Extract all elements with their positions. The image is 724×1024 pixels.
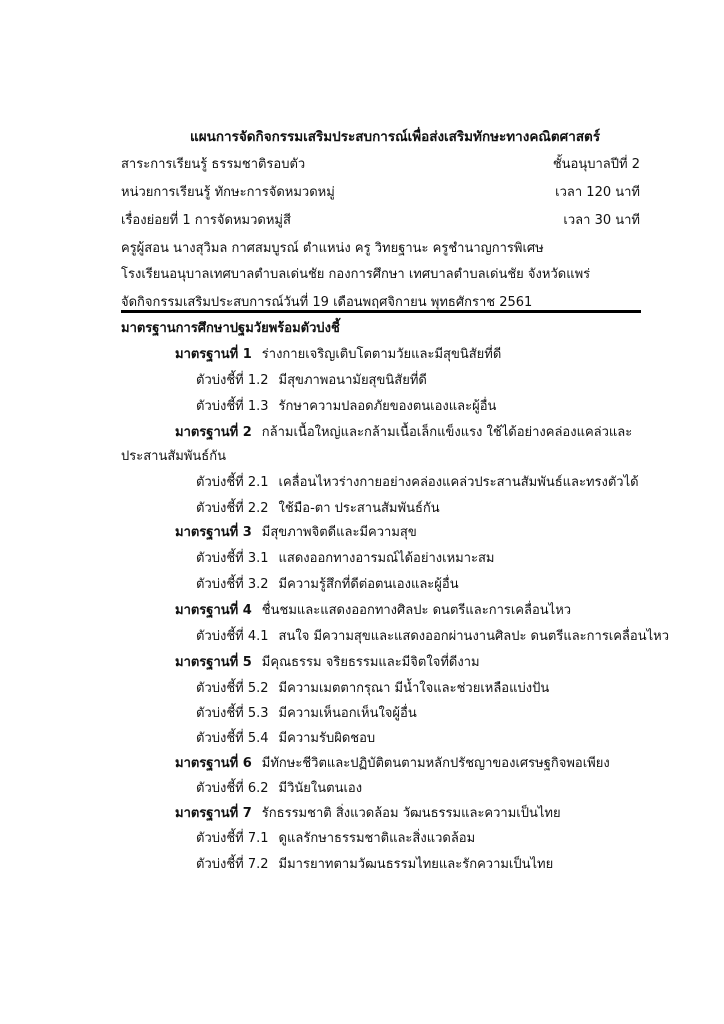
- indicator-item: [196, 628, 669, 646]
- standard-text-continuation: ประสานสัมพันธ์กัน: [121, 449, 226, 464]
- standard-text: ร่างกายเจริญเติบโตตามวัยและมีสุขนิสัยที่ดี: [261, 347, 502, 362]
- indicator-label: ตัวบ่งชี้ที่ 6.2: [196, 781, 269, 796]
- indicator-item: [196, 576, 459, 594]
- indicator-label: ตัวบ่งชี้ที่ 5.4: [196, 731, 269, 746]
- standard-text: กล้ามเนื้อใหญ่และกล้ามเนื้อเล็กแข็งแรง ใช้ได้อย่างคล่องแคล่วและ: [261, 425, 633, 440]
- indicator-label: ตัวบ่งชี้ที่ 2.1: [196, 475, 269, 490]
- standard-text: รักธรรมชาติ สิ่งแวดล้อม วัฒนธรรมและความเป็นไทย: [261, 806, 561, 821]
- indicator-item: [196, 398, 496, 416]
- indicator-item: [196, 705, 417, 723]
- standard-item: [175, 346, 501, 364]
- standard-label: มาตรฐานที่ 4: [175, 603, 252, 618]
- standard-text: มีคุณธรรม จริยธรรมและมีจิตใจที่ดีงาม: [261, 655, 480, 670]
- topic-duration: เวลา 30 นาที: [563, 213, 640, 228]
- indicator-label: ตัวบ่งชี้ที่ 1.3: [196, 399, 269, 414]
- indicator-item: [196, 680, 549, 698]
- indicator-item: [196, 780, 362, 798]
- indicator-item: [196, 500, 440, 518]
- indicator-item: [196, 474, 639, 492]
- topic-line: เรื่องย่อยที่ 1 การจัดหมวดหมู่สี: [121, 213, 291, 228]
- standard-text: มีทักษะชีวิตและปฏิบัติตนตามหลักปรัชญาของเศรษฐกิจพอเพียง: [261, 756, 610, 771]
- standard-item: [175, 424, 632, 442]
- indicator-text: สนใจ มีความสุขและแสดงออกผ่านงานศิลปะ ดนตรีและการเคลื่อนไหว: [278, 629, 670, 644]
- indicator-item: [196, 856, 553, 874]
- page-title: แผนการจัดกิจกรรมเสริมประสบการณ์เพื่อส่งเสริมทักษะทางคณิตศาสตร์: [190, 129, 601, 145]
- indicator-label: ตัวบ่งชี้ที่ 2.2: [196, 501, 269, 516]
- standard-item: [175, 602, 571, 620]
- standard-label: มาตรฐานที่ 1: [175, 347, 252, 362]
- indicator-text: รักษาความปลอดภัยของตนเองและผู้อื่น: [278, 399, 497, 414]
- standard-text: ชื่นชมและแสดงออกทางศิลปะ ดนตรีและการเคลื่อนไหว: [261, 603, 572, 618]
- indicator-item: [196, 730, 375, 748]
- grade-level: ชั้นอนุบาลปีที่ 2: [552, 157, 640, 172]
- indicator-label: ตัวบ่งชี้ที่ 3.1: [196, 551, 269, 566]
- standard-label: มาตรฐานที่ 3: [175, 525, 252, 540]
- indicator-text: เคลื่อนไหวร่างกายอย่างคล่องแคล่วประสานสัมพันธ์และทรงตัวได้: [278, 475, 639, 490]
- indicator-label: ตัวบ่งชี้ที่ 5.2: [196, 681, 269, 696]
- indicator-label: ตัวบ่งชี้ที่ 7.1: [196, 831, 269, 846]
- indicator-text: มีความเห็นอกเห็นใจผู้อื่น: [278, 706, 417, 721]
- indicator-label: ตัวบ่งชี้ที่ 7.2: [196, 857, 269, 872]
- indicator-text: แสดงออกทางอารมณ์ได้อย่างเหมาะสม: [278, 551, 495, 566]
- standard-item: [175, 755, 610, 773]
- divider: [121, 310, 641, 313]
- section-title: มาตรฐานการศึกษาปฐมวัยพร้อมตัวบ่งชี้: [121, 321, 340, 336]
- school-line: โรงเรียนอนุบาลเทศบาลตำบลเด่นชัย กองการศึกษา เทศบาลตำบลเด่นชัย จังหวัดแพร่: [121, 267, 591, 282]
- unit-line: หน่วยการเรียนรู้ ทักษะการจัดหมวดหมู่: [121, 185, 335, 200]
- indicator-item: [196, 550, 495, 568]
- indicator-text: มีความรับผิดชอบ: [278, 731, 376, 746]
- indicator-text: ใช้มือ-ตา ประสานสัมพันธ์กัน: [278, 501, 440, 516]
- indicator-item: [196, 830, 475, 848]
- date-line: จัดกิจกรรมเสริมประสบการณ์วันที่ 19 เดือนพฤศจิกายน พุทธศักราช 2561: [121, 295, 533, 310]
- teacher-line: ครูผู้สอน นางสุวิมล กาศสมบูรณ์ ตำแหน่ง ครู วิทยฐานะ ครูชำนาญการพิเศษ: [121, 241, 544, 256]
- standard-label: มาตรฐานที่ 7: [175, 806, 252, 821]
- standard-label: มาตรฐานที่ 6: [175, 756, 252, 771]
- indicator-label: ตัวบ่งชี้ที่ 3.2: [196, 577, 269, 592]
- indicator-text: มีความเมตตากรุณา มีน้ำใจและช่วยเหลือแบ่งปัน: [278, 681, 550, 696]
- indicator-text: ดูแลรักษาธรรมชาติและสิ่งแวดล้อม: [278, 831, 476, 846]
- indicator-label: ตัวบ่งชี้ที่ 1.2: [196, 373, 269, 388]
- indicator-text: มีความรู้สึกที่ดีต่อตนเองและผู้อื่น: [278, 577, 459, 592]
- standard-label: มาตรฐานที่ 5: [175, 655, 252, 670]
- unit-duration: เวลา 120 นาที: [555, 185, 640, 200]
- standard-item: [175, 805, 561, 823]
- indicator-text: มีวินัยในตนเอง: [278, 781, 363, 796]
- indicator-item: [196, 372, 427, 390]
- standard-item: [175, 524, 417, 542]
- standard-item: [175, 654, 480, 672]
- standard-label: มาตรฐานที่ 2: [175, 425, 252, 440]
- indicator-label: ตัวบ่งชี้ที่ 4.1: [196, 629, 269, 644]
- indicator-text: มีสุขภาพอนามัยสุขนิสัยที่ดี: [278, 373, 427, 388]
- indicator-text: มีมารยาทตามวัฒนธรรมไทยและรักความเป็นไทย: [278, 857, 554, 872]
- standard-text: มีสุขภาพจิตดีและมีความสุข: [261, 525, 417, 540]
- subject-line: สาระการเรียนรู้ ธรรมชาติรอบตัว: [121, 157, 306, 172]
- indicator-label: ตัวบ่งชี้ที่ 5.3: [196, 706, 269, 721]
